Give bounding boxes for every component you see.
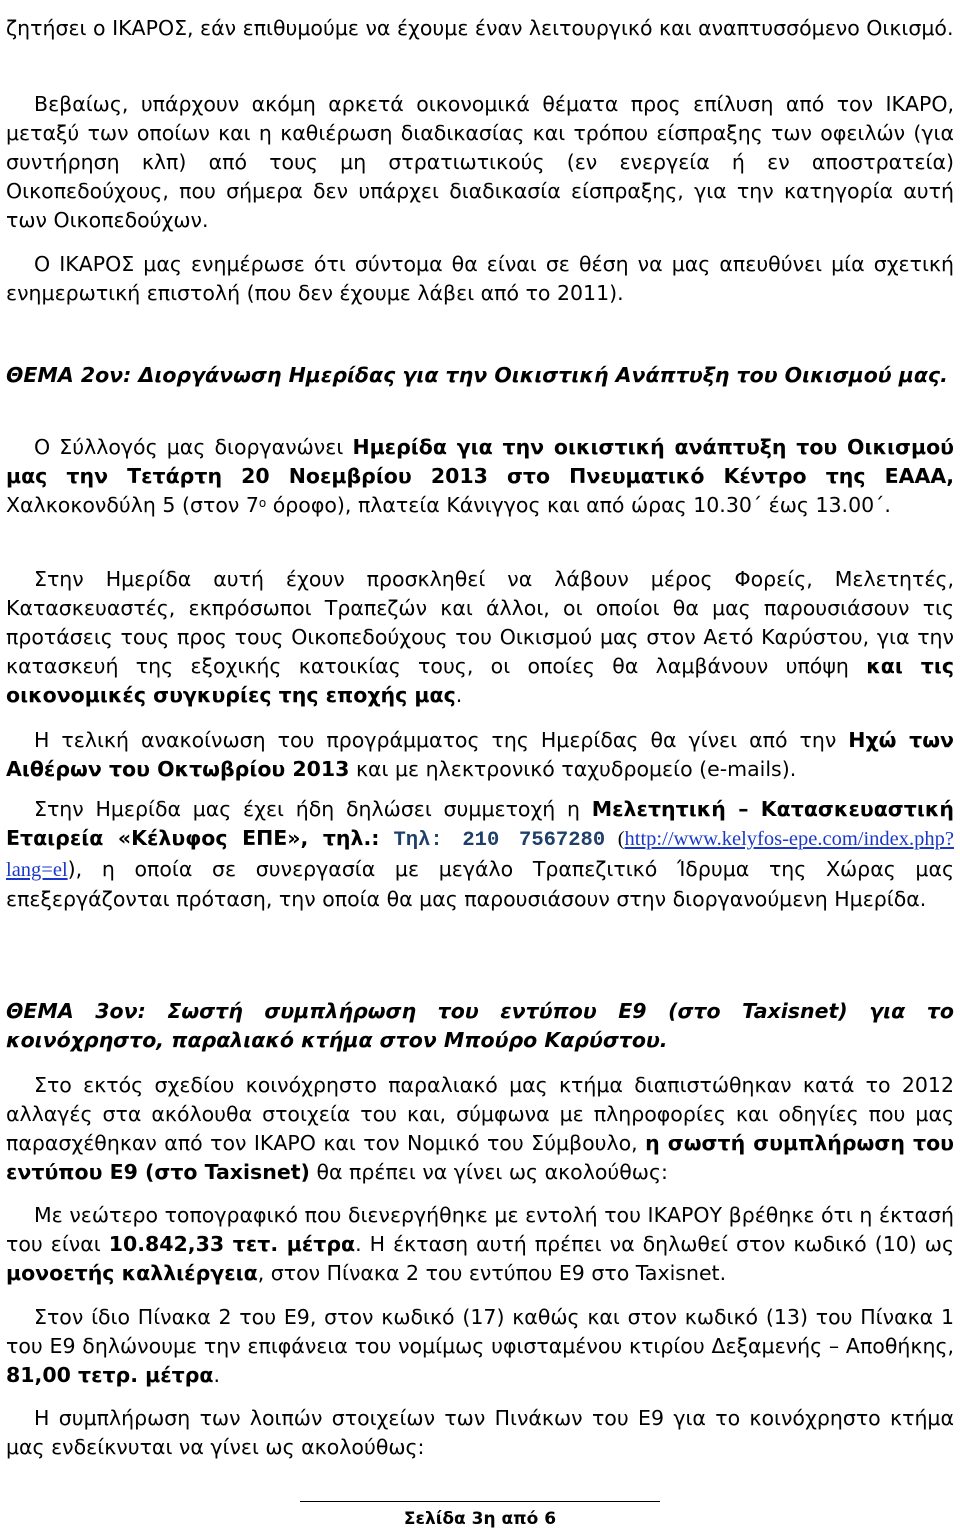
paragraph-text: Ο ΙΚΑΡΟΣ μας ενημέρωσε ότι σύντομα θα είναι σε θέση να μας απευθύνει μία σχετική ενημερωτική επιστολή (που δεν έχουμε λάβει από το 2011). [6,252,954,305]
paragraph-text: Η συμπλήρωση των λοιπών στοιχείων των Πινάκων του Ε9 για το κοινόχρηστο κτήμα μας ενδείκνυται να γίνει ως ακολούθως: [6,1406,954,1459]
paragraph-text: ζητήσει ο ΙΚΑΡΟΣ, εάν επιθυμούμε να έχουμε έναν λειτουργικό και αναπτυσσόμενο Οικισμό. [6,16,954,40]
text-run: Στο εκτός σχεδίου κοινόχρηστο παραλιακό μας κτήμα διαπιστώθηκαν κατά το 2012 αλλαγές στα ακόλουθα στοιχεία του και, σύμφωνα με πληροφορίες και οδηγίες που μας παρασχέθηκαν από τον ΙΚΑΡΟ και τον Νομικό του Σύμβουλο, [6,1073,954,1155]
bold-text-run: και τις οικονομικές συγκυρίες της εποχής μας [6,654,954,707]
text-run: Με νεώτερο τοπογραφικό που διενεργήθηκε με εντολή του ΙΚΑΡΟΥ βρέθηκε ότι η έκτασή του είναι [6,1203,954,1256]
kelyfos-website-link[interactable]: http://www.kelyfos-epe.com/index.php?lang=el [6,828,954,881]
text-run: θα πρέπει να γίνει ως ακολούθως: [309,1160,668,1184]
paragraph-kelyfos-participation [6,795,954,914]
paragraph-remaining-tables [6,1404,954,1462]
bold-text-run: Ημερίδα για την οικιστική ανάπτυξη του Οικισμού μας την Τετάρτη 20 Νοεμβρίου 2013 στο Πνευματικό Κέντρο της ΕΑΑΑ, [6,435,954,488]
text-run: , στον Πίνακα 2 του εντύπου Ε9 στο Taxisnet. [257,1261,727,1285]
paragraph-seminar-announcement [6,433,954,520]
text-run: και με ηλεκτρονικό ταχυδρομείο (e-mails). [349,757,797,781]
paragraph-text: Βεβαίως, υπάρχουν ακόμη αρκετά οικονομικά θέματα προς επίλυση από τον ΙΚΑΡΟ, μεταξύ των οποίων και η καθιέρωση διαδικασίας και τρόπου είσπραξης των οφειλών (για συντήρηση κλπ) από τους μη στρατιωτικούς (εν ενεργεία ή εν αποστρατεία) Οικοπεδούχους, που σήμερα δεν υπάρχει διαδικασία είσπραξης, για την κατηγορία αυτή των Οικοπεδούχων. [6,92,954,232]
paragraph-ikaros-letter [6,250,954,308]
text-run: όροφο), πλατεία Κάνιγγος και από ώρας 10.30΄ έως 13.00΄. [266,493,891,517]
paragraph-final-announcement [6,726,954,784]
text-run: ( [605,828,625,850]
section-heading-text: ΘΕΜΑ 3ον: Σωστή συμπλήρωση του εντύπου Ε9 (στο Taxisnet) για το κοινόχρηστο, παραλιακό κτήμα στον Μπούρο Καρύστου. [6,999,954,1052]
paragraph-seminar-participants [6,565,954,710]
text-run: . Η έκταση αυτή πρέπει να δηλωθεί στον κωδικό (10) ως [355,1232,955,1256]
text-run: . [213,1363,221,1387]
bold-text-run: η σωστή συμπλήρωση του εντύπου Ε9 (στο Taxisnet) [6,1131,954,1184]
bold-text-run: 10.842,33 τετ. μέτρα [108,1232,356,1256]
section-heading-text: ΘΕΜΑ 2ον: Διοργάνωση Ημερίδας για την Οικιστική Ανάπτυξη του Οικισμού μας. [6,363,948,387]
text-run: Χαλκοκονδύλη 5 (στον 7 [6,493,259,517]
phone-number: Τηλ: 210 7567280 [393,829,606,852]
text-run: . [455,683,463,707]
text-run: Η τελική ανακοίνωση του προγράμματος της Ημερίδας θα γίνει από την [34,728,849,752]
paragraph-survey-area [6,1201,954,1288]
section-heading-3 [6,997,954,1055]
text-run: Ο Σύλλογός μας διοργανώνει [34,435,353,459]
section-heading-2 [6,361,954,390]
paragraph-tank-building [6,1303,954,1390]
bold-text-run: Ηχώ των Αιθέρων του Οκτωβρίου 2013 [6,728,954,781]
footer-divider [300,1501,660,1502]
text-run: Στην Ημερίδα αυτή έχουν προσκληθεί να λάβουν μέρος Φορείς, Μελετητές, Κατασκευαστές, εκπρόσωποι Τραπεζών και άλλοι, οι οποίοι θα μας παρουσιάσουν τις προτάσεις τους προς τους Οικοπεδούχους του Οικισμού μας στον Αετό Καρύστου, για την κατασκευή της εξοχικής κατοικίας τους, οι οποίες θα λαμβάνουν υπόψη [6,567,954,678]
bold-text-run: 81,00 τετρ. μέτρα [6,1363,214,1387]
bold-text-run: Μελετητική – Κατασκευαστική Εταιρεία «Κέλυφος ΕΠΕ», τηλ.: [6,797,954,850]
paragraph-continuation [6,14,954,43]
paragraph-financial-issues [6,90,954,235]
text-run: Στον ίδιο Πίνακα 2 του Ε9, στον κωδικό (17) καθώς και στον κωδικό (13) του Πίνακα 1 του Ε9 δηλώνουμε την επιφάνεια του νομίμως υφισταμένου κτιρίου Δεξαμενής – Αποθήκης, [6,1305,954,1358]
paragraph-shared-property [6,1071,954,1187]
superscript: ο [258,496,267,510]
page-footer: Σελίδα 3η από 6 [403,1509,557,1529]
bold-text-run: μονοετής καλλιέργεια [6,1261,258,1285]
text-run: ), η οποία σε συνεργασία με μεγάλο Τραπεζιτικό Ίδρυμα της Χώρας μας επεξεργάζονται πρόταση, την οποία θα μας παρουσιάσουν στην διοργανούμενη Ημερίδα. [6,857,954,911]
text-run: Στην Ημερίδα μας έχει ήδη δηλώσει συμμετοχή η [34,797,592,821]
